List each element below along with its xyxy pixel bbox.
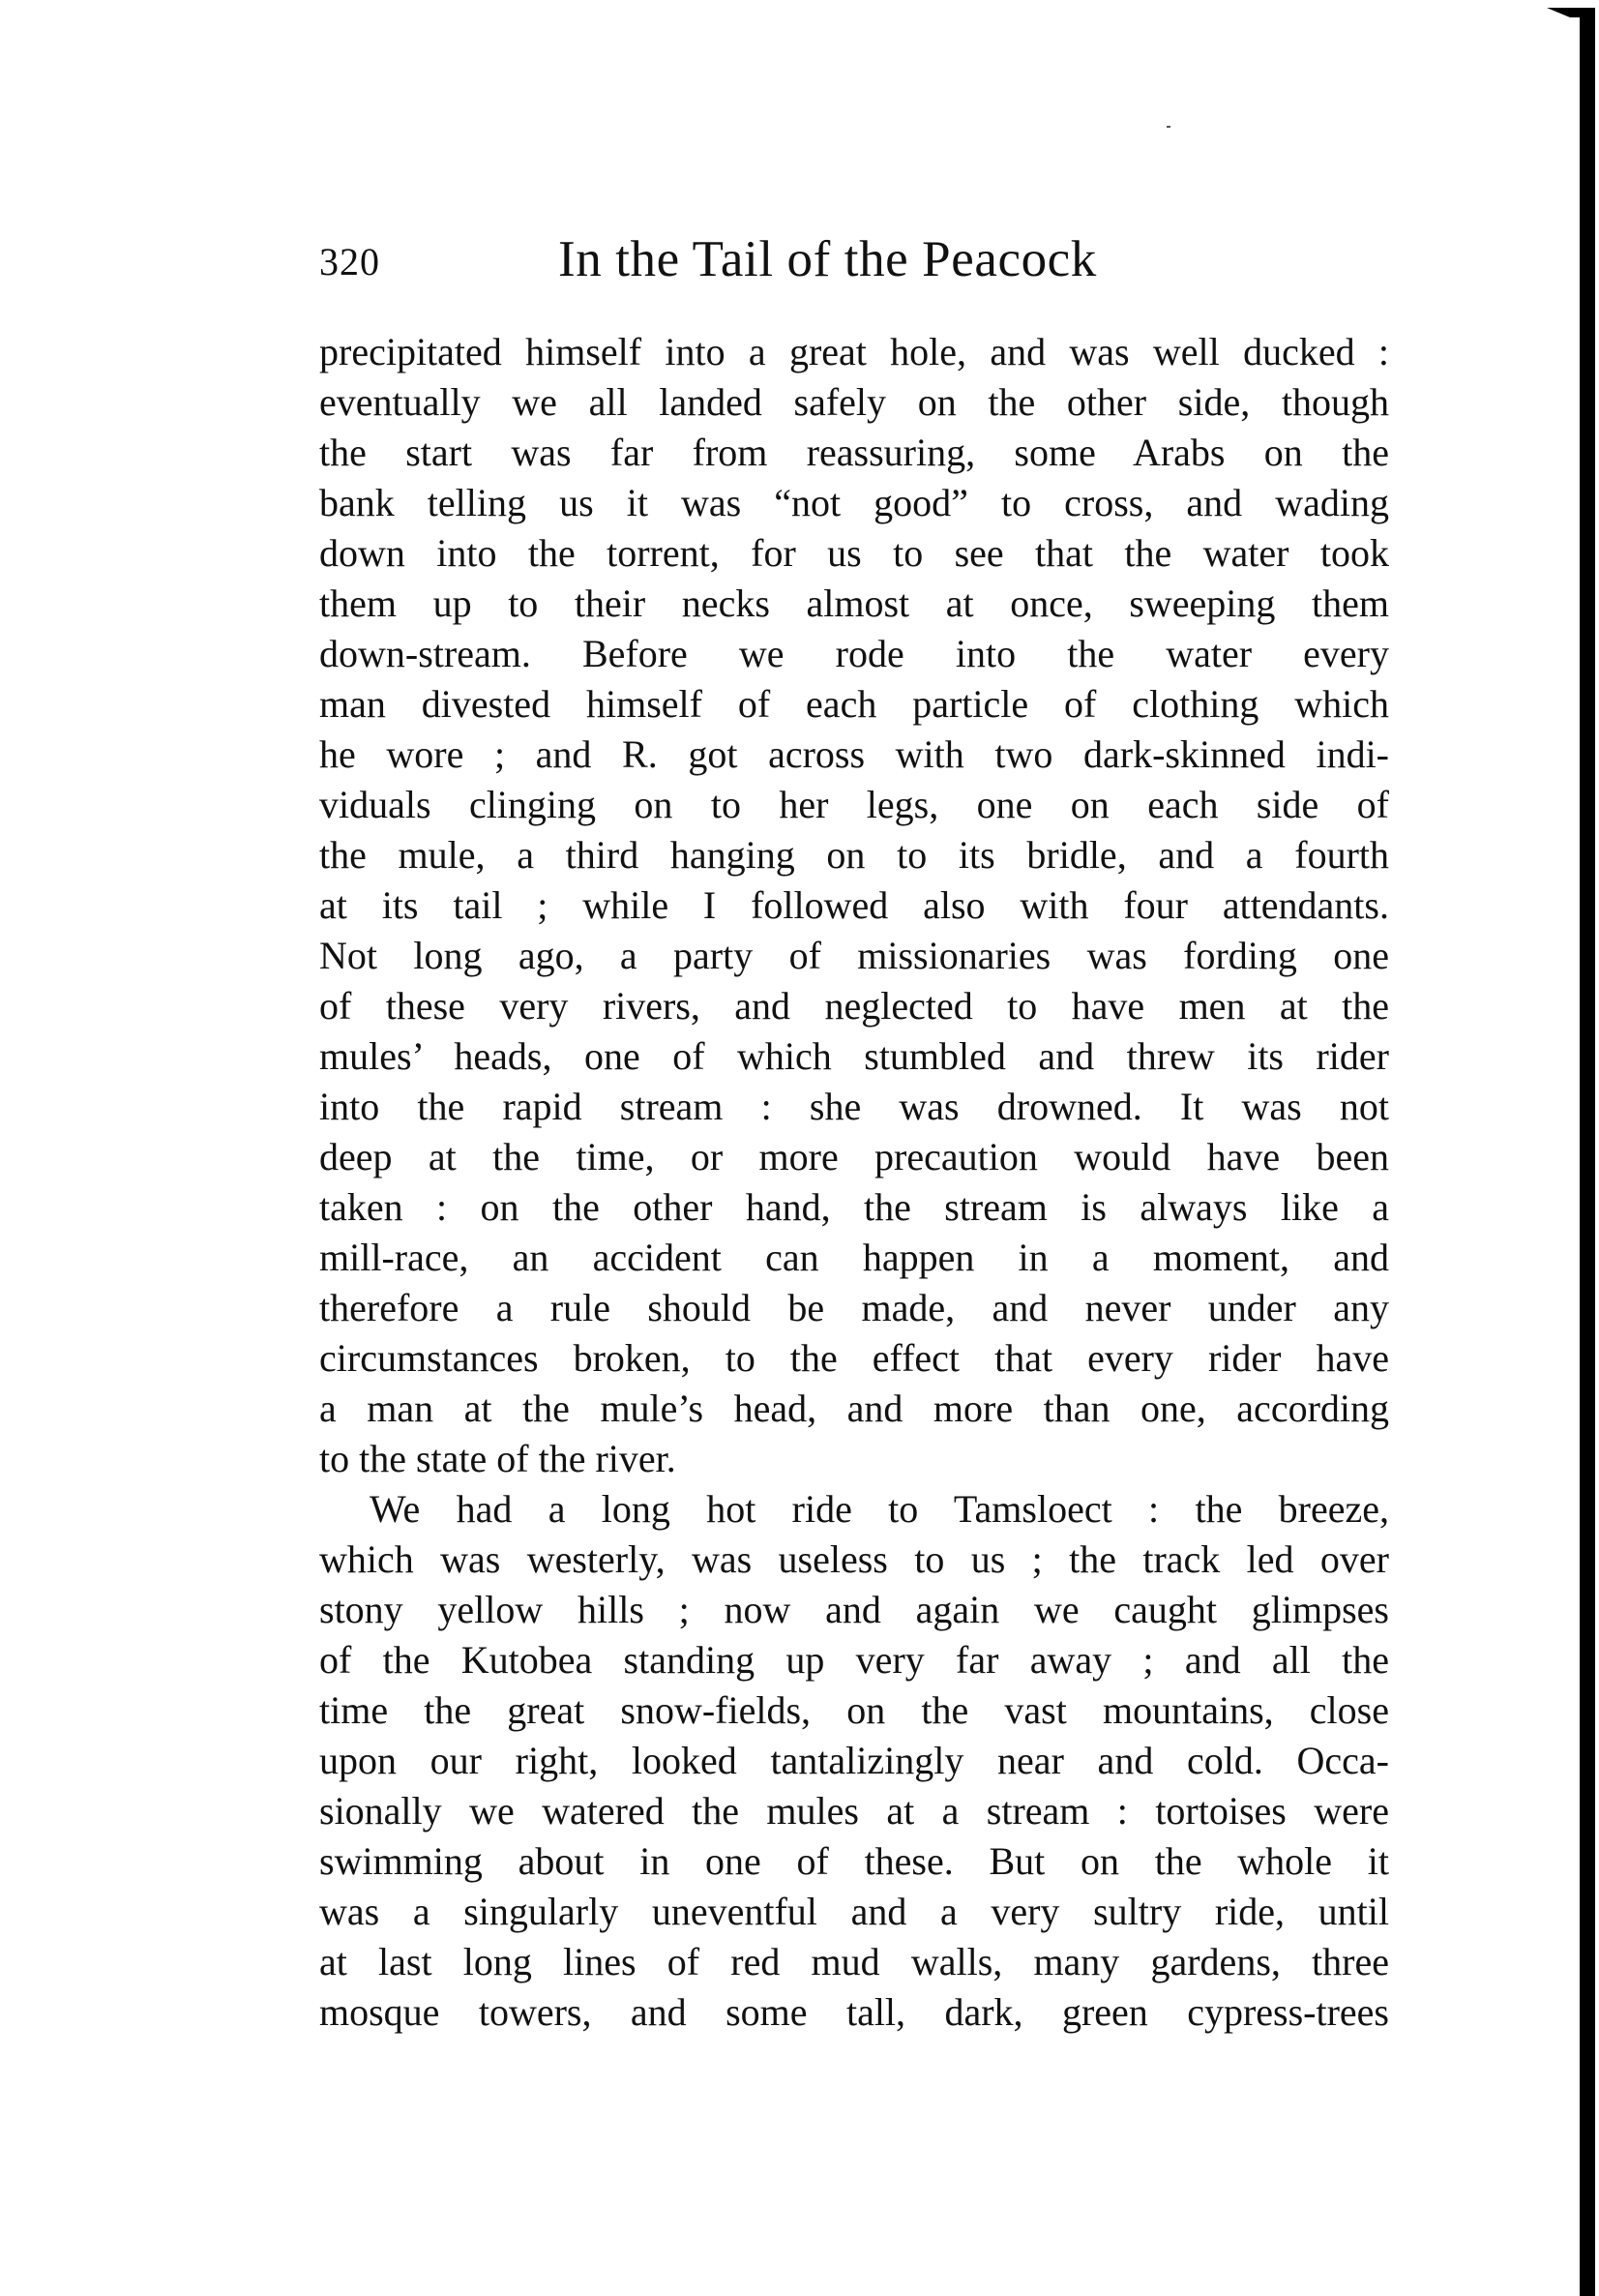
body-text: [319, 327, 1389, 2038]
text-line: time the great snow-fields, on the vast mountains, close: [319, 1688, 1389, 1732]
text-line: to the state of the river.: [319, 1437, 676, 1480]
text-line: deep at the time, or more precaution would have been: [319, 1135, 1389, 1178]
text-line: bank telling us it was “not good” to cross, and wading: [319, 481, 1389, 524]
text-line: eventually we all landed safely on the other side, though: [319, 380, 1389, 424]
running-title: In the Tail of the Peacock: [558, 231, 1097, 287]
text-line: at last long lines of red mud walls, many gardens, three: [319, 1940, 1389, 1983]
text-line: therefore a rule should be made, and never under any: [319, 1286, 1389, 1329]
text-line: he wore ; and R. got across with two dark-skinned indi-: [319, 732, 1389, 776]
text-line: mules’ heads, one of which stumbled and threw its rider: [319, 1034, 1389, 1078]
text-line: swimming about in one of these. But on the whole it: [319, 1839, 1389, 1883]
page-edge-corner: [1547, 8, 1585, 17]
text-line: circumstances broken, to the effect that every rider have: [319, 1336, 1389, 1380]
text-line: the start was far from reassuring, some Arabs on the: [319, 431, 1389, 474]
text-line: at its tail ; while I followed also with four attendants.: [319, 883, 1389, 927]
text-line: stony yellow hills ; now and again we caught glimpses: [319, 1588, 1389, 1631]
page-edge-shadow: [1580, 8, 1595, 2296]
text-line: the mule, a third hanging on to its bridle, and a fourth: [319, 833, 1389, 877]
text-line: of these very rivers, and neglected to have men at the: [319, 984, 1389, 1028]
text-line: which was westerly, was useless to us ; the track led over: [319, 1537, 1389, 1581]
running-head: [319, 230, 1389, 288]
text-line: viduals clinging on to her legs, one on each side of: [319, 783, 1389, 826]
text-line: them up to their necks almost at once, sweeping them: [319, 581, 1389, 625]
text-line: upon our right, looked tantalizingly near and cold. Occa-: [319, 1739, 1389, 1782]
text-line: into the rapid stream : she was drowned. It was not: [319, 1085, 1389, 1128]
text-line: We had a long hot ride to Tamsloect : the breeze,: [370, 1487, 1389, 1531]
text-line: sionally we watered the mules at a stream : tortoises were: [319, 1789, 1389, 1833]
text-line: of the Kutobea standing up very far away ; and all the: [319, 1638, 1389, 1682]
text-line: a man at the mule’s head, and more than one, according: [319, 1387, 1389, 1430]
text-line: taken : on the other hand, the stream is always like a: [319, 1185, 1389, 1229]
text-line: precipitated himself into a great hole, and was well ducked :: [319, 330, 1389, 373]
text-line: was a singularly uneventful and a very sultry ride, until: [319, 1890, 1389, 1933]
text-line: down-stream. Before we rode into the water every: [319, 632, 1389, 675]
scan-speck: [1167, 126, 1170, 128]
page-number: 320: [319, 240, 380, 283]
text-line: Not long ago, a party of missionaries was fording one: [319, 934, 1389, 977]
text-line: man divested himself of each particle of clothing which: [319, 682, 1389, 726]
text-line: mill-race, an accident can happen in a moment, and: [319, 1236, 1389, 1279]
paragraph-2: [319, 1484, 1389, 2038]
paragraph-1: [319, 327, 1389, 1484]
text-line: mosque towers, and some tall, dark, green cypress-trees: [319, 1990, 1389, 2034]
text-line: down into the torrent, for us to see that the water took: [319, 531, 1389, 575]
